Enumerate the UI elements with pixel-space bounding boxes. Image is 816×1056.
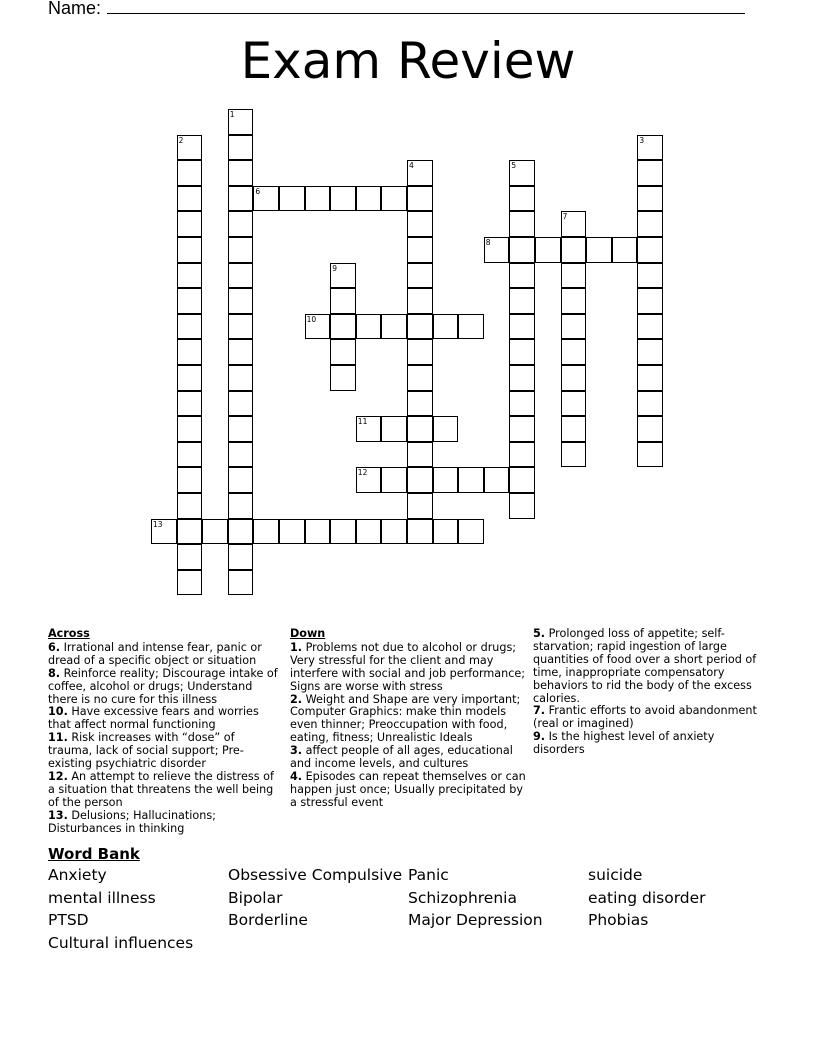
crossword-cell[interactable] [637,237,663,263]
crossword-cell[interactable] [407,391,433,417]
clue-num: 3. [290,744,303,758]
crossword-cell[interactable] [228,211,254,237]
crossword-cell[interactable] [177,416,203,442]
down-clues-continued [533,628,769,757]
crossword-cell[interactable] [228,493,254,519]
clue-item [48,706,278,732]
crossword-cell[interactable] [509,365,535,391]
word-bank-item: Panic [408,866,449,884]
crossword-cell[interactable] [458,467,484,493]
clue-text: An attempt to relieve the distress of a situation that threatens the well being of the person [48,769,274,809]
crossword-cell[interactable] [228,442,254,468]
crossword-cell[interactable] [509,237,535,263]
crossword-cell[interactable] [509,211,535,237]
clue-number: 3 [639,135,645,145]
crossword-cell[interactable] [509,288,535,314]
crossword-cell[interactable] [407,186,433,212]
crossword-cell[interactable] [561,263,587,289]
clue-item [290,745,526,771]
crossword-cell[interactable] [228,237,254,263]
clue-num: 12. [48,769,68,783]
crossword-cell[interactable] [381,416,407,442]
page-title: Exam Review [240,32,576,90]
crossword-cell[interactable] [509,442,535,468]
crossword-cell[interactable] [407,519,433,545]
crossword-cell[interactable] [484,237,510,263]
clue-number: 13 [153,519,163,529]
clue-number: 11 [357,417,368,427]
crossword-cell[interactable] [356,519,382,545]
clue-text: affect people of all ages, educational and income levels, and cultures [290,744,513,771]
word-bank-item: mental illness [48,888,156,907]
crossword-cell[interactable] [433,314,459,340]
crossword-cell[interactable] [637,211,663,237]
crossword-cell[interactable] [228,314,254,340]
crossword-cell[interactable] [407,365,433,391]
word-bank-item: Phobias [588,911,649,930]
clue-item [290,694,526,746]
crossword-cell[interactable] [228,288,254,314]
crossword-cell[interactable] [637,160,663,186]
clue-item [533,628,769,705]
crossword-cell[interactable] [330,186,356,212]
clue-num: 2. [290,692,303,706]
word-bank-item: Bipolar [228,888,283,907]
crossword-cell[interactable] [637,442,663,468]
word-bank-item: Schizophrenia [408,888,517,907]
clue-num: 10. [48,705,68,719]
crossword-cell[interactable] [561,442,587,468]
clue-text: Problems not due to alcohol or drugs; Very stressful for the client and may interfere with social and job performance; Signs are worse with stress [290,640,526,693]
crossword-cell[interactable] [177,365,203,391]
clue-number: 9 [332,263,337,273]
clue-item [290,642,526,694]
crossword-cell[interactable] [330,314,356,340]
crossword-cell[interactable] [637,135,663,161]
crossword-cell[interactable] [228,391,254,417]
crossword-cell[interactable] [177,263,203,289]
clue-text: Reinforce reality; Discourage intake of coffee, alcohol or drugs; Understand there is no cure for this illness [48,666,278,706]
clue-number: 8 [485,238,491,247]
clue-num: 13. [48,808,68,822]
crossword-cell[interactable] [177,493,203,519]
crossword-cell[interactable] [381,467,407,493]
name-label: Name: [48,0,102,18]
crossword-cell[interactable] [612,237,638,263]
crossword-cell[interactable] [177,237,203,263]
word-bank-item: Major Depression [408,911,543,930]
word-bank-item: Obsessive Compulsive [228,866,403,884]
crossword-cell[interactable] [561,288,587,314]
crossword-cell[interactable] [381,186,407,212]
word-bank-item: Cultural influences [48,933,194,952]
crossword-cell[interactable] [509,186,535,212]
clue-num: 8. [48,666,61,680]
clue-number: 1 [229,110,235,119]
clue-text: Episodes can repeat themselves or can happen just once; Usually precipitated by a stressful event [290,769,526,809]
crossword-cell[interactable] [637,288,663,314]
crossword-cell[interactable] [509,493,535,519]
crossword-cell[interactable] [177,135,203,161]
crossword-cell[interactable] [330,263,356,289]
clue-text: Irrational and intense fear, panic or dread of a specific object or situation [48,640,262,667]
clue-item [48,668,278,707]
crossword-cell[interactable] [407,211,433,237]
crossword-cell[interactable] [228,339,254,365]
across-clues [48,628,278,836]
crossword-cell[interactable] [151,519,177,545]
down-heading: Down [290,627,326,640]
crossword-cell[interactable] [433,519,459,545]
word-bank-item: eating disorder [588,888,706,907]
crossword-cell[interactable] [228,186,254,212]
clue-number: 12 [357,468,368,478]
crossword-cell[interactable] [407,263,433,289]
crossword-cell[interactable] [586,237,612,263]
crossword-cell[interactable] [177,288,203,314]
crossword-cell[interactable] [356,314,382,340]
crossword-cell[interactable] [637,314,663,340]
word-bank-item: Anxiety [48,866,107,884]
clue-number: 7 [562,212,568,222]
clue-item [290,771,526,810]
crossword-cell[interactable] [561,237,587,263]
clue-item [48,771,278,810]
clue-number: 5 [511,161,517,171]
crossword-cell[interactable] [228,416,254,442]
crossword-cell[interactable] [228,263,254,289]
crossword-cell[interactable] [561,314,587,340]
crossword-cell[interactable] [561,391,587,417]
clue-num: 6. [48,640,61,654]
crossword-cell[interactable] [202,519,228,545]
clue-item [533,705,769,731]
clue-text: Risk increases with “dose” of trauma, lack of social support; Pre-existing psychiatric disorder [48,731,244,771]
word-bank-item: PTSD [48,911,89,930]
crossword-cell[interactable] [407,493,433,519]
crossword-cell[interactable] [177,314,203,340]
crossword-cell[interactable] [381,314,407,340]
clue-number: 2 [178,135,184,145]
crossword-cell[interactable] [509,391,535,417]
crossword-cell[interactable] [637,339,663,365]
crossword-cell[interactable] [177,519,203,545]
crossword-cell[interactable] [228,519,254,545]
crossword-cell[interactable] [177,186,203,212]
crossword-cell[interactable] [535,237,561,263]
crossword-cell[interactable] [509,416,535,442]
crossword-cell[interactable] [637,263,663,289]
crossword-cell[interactable] [561,211,587,237]
crossword-cell[interactable] [330,519,356,545]
crossword-cell[interactable] [305,314,331,340]
crossword-cell[interactable] [407,467,433,493]
crossword-cell[interactable] [177,442,203,468]
crossword-cell[interactable] [228,160,254,186]
clue-num: 1. [290,640,303,654]
crossword-cell[interactable] [407,237,433,263]
crossword-cell[interactable] [561,416,587,442]
clue-item [48,732,278,771]
crossword-cell[interactable] [433,416,459,442]
crossword-cell[interactable] [484,467,510,493]
crossword-cell[interactable] [509,467,535,493]
crossword-cell[interactable] [228,544,254,570]
crossword-cell[interactable] [381,519,407,545]
crossword-cell[interactable] [637,416,663,442]
clue-text: Weight and Shape are very important; Computer Graphics: make thin models even thinner; Preoccupation with food, eating, fitness; Unrealistic Ideals [290,692,521,745]
crossword-cell[interactable] [177,160,203,186]
crossword-cell[interactable] [228,135,254,161]
crossword-cell[interactable] [177,391,203,417]
crossword-cell[interactable] [330,365,356,391]
crossword-cell[interactable] [177,211,203,237]
crossword-cell[interactable] [637,365,663,391]
clue-num: 7. [533,704,546,718]
clue-num: 11. [48,731,68,745]
clue-num: 9. [533,730,546,744]
crossword-cell[interactable] [253,186,279,212]
clue-number: 4 [409,161,414,171]
crossword-cell[interactable] [407,339,433,365]
crossword-cell[interactable] [228,467,254,493]
crossword-cell[interactable] [433,467,459,493]
crossword-cell[interactable] [330,339,356,365]
clue-num: 5. [533,627,546,640]
crossword-cell[interactable] [356,186,382,212]
word-bank-title: Word Bank [48,845,140,863]
clue-text: Have excessive fears and worries that affect normal functioning [48,705,259,732]
crossword-cell[interactable] [407,416,433,442]
clue-text: Delusions; Hallucinations; Disturbances in thinking [48,808,216,835]
crossword-cell[interactable] [177,339,203,365]
crossword-cell[interactable] [177,544,203,570]
crossword-cell[interactable] [279,519,305,545]
clue-text: Is the highest level of anxiety disorders [533,730,715,757]
crossword-cell[interactable] [637,391,663,417]
crossword-cell[interactable] [228,365,254,391]
word-bank-item: Borderline [228,911,308,930]
crossword-cell[interactable] [509,160,535,186]
crossword-cell[interactable] [407,288,433,314]
crossword-cell[interactable] [509,339,535,365]
crossword-cell[interactable] [305,186,331,212]
clue-item [48,810,278,836]
clue-item [533,731,769,757]
crossword-cell[interactable] [407,314,433,340]
crossword-cell[interactable] [407,160,433,186]
crossword-cell[interactable] [509,314,535,340]
crossword-cell[interactable] [458,314,484,340]
across-heading: Across [48,627,90,640]
crossword-cell[interactable] [356,467,382,493]
crossword-cell[interactable] [177,467,203,493]
crossword-cell[interactable] [509,263,535,289]
clue-text: Prolonged loss of appetite; self-starvation; rapid ingestion of large quantities of food over a short period of time, inappropriate compensatory behaviors to rid the body of the excess calories. [533,627,757,705]
clue-number: 6 [255,186,261,196]
word-bank-item: suicide [588,866,643,884]
crossword-cell[interactable] [330,288,356,314]
crossword-cell[interactable] [253,519,279,545]
crossword-cell[interactable] [561,339,587,365]
crossword-cell[interactable] [305,519,331,545]
crossword-cell[interactable] [637,186,663,212]
crossword-cell[interactable] [407,442,433,468]
crossword-cell[interactable] [228,570,254,596]
crossword-cell[interactable] [356,416,382,442]
clue-item [48,642,278,668]
clue-num: 4. [290,769,303,783]
clue-text: Frantic efforts to avoid abandonment (real or imagined) [533,704,757,731]
crossword-cell[interactable] [561,365,587,391]
crossword-cell[interactable] [228,109,254,135]
crossword-cell[interactable] [458,519,484,545]
down-clues [290,628,526,810]
crossword-cell[interactable] [279,186,305,212]
clue-number: 10 [306,314,317,324]
crossword-cell[interactable] [177,570,203,596]
